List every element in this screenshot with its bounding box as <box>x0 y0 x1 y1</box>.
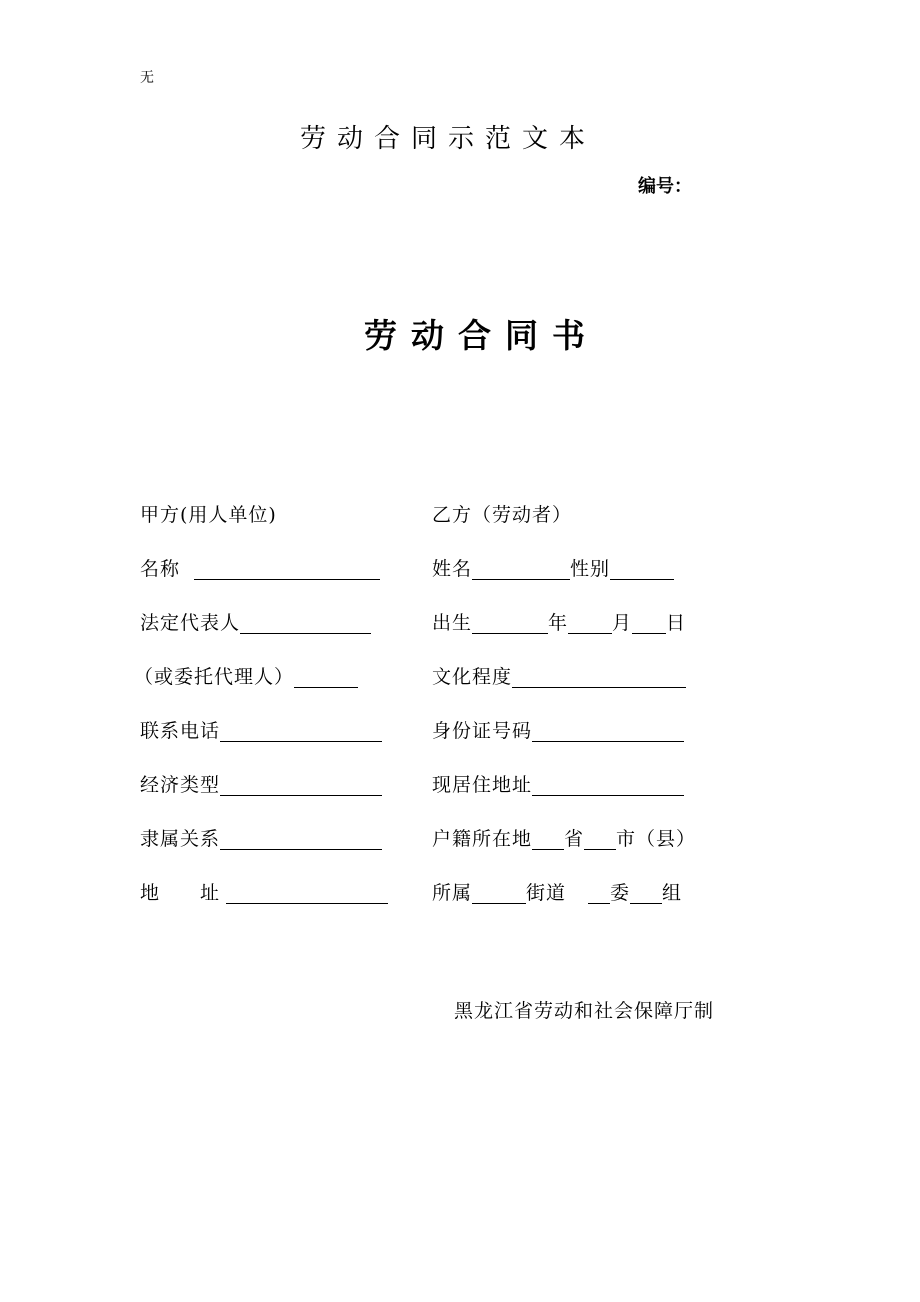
party-a-name-label: 名称 <box>140 558 181 580</box>
party-a-affiliation-blank[interactable] <box>220 831 382 850</box>
party-a-econ-type-label: 经济类型 <box>140 774 221 796</box>
party-b-birth-field <box>432 608 686 635</box>
party-a-phone-field <box>140 716 382 743</box>
party-b-heading-text: 乙方（劳动者） <box>432 504 573 526</box>
party-b-birth-day-blank[interactable] <box>632 615 666 634</box>
party-b-education-field <box>432 662 686 689</box>
party-b-name-blank[interactable] <box>472 561 570 580</box>
party-a-affiliation-field <box>140 824 382 851</box>
document-title: 劳动合同书 <box>364 316 599 355</box>
party-a-heading <box>140 500 277 527</box>
party-a-legal-rep-label: 法定代表人 <box>140 612 241 634</box>
party-b-gender-blank[interactable] <box>610 561 674 580</box>
issuer: 黑龙江省劳动和社会保障厅制 <box>454 1000 715 1022</box>
party-b-heading <box>432 500 572 527</box>
party-b-id-label: 身份证号码 <box>432 720 533 742</box>
party-b-belong-label: 所属 <box>432 882 473 904</box>
party-b-id-blank[interactable] <box>532 723 684 742</box>
party-b-residence-label: 现居住地址 <box>432 774 533 796</box>
party-b-birth-month-blank[interactable] <box>568 615 612 634</box>
party-a-heading-text: 甲方(用人单位) <box>140 504 277 526</box>
party-b-education-label: 文化程度 <box>432 666 513 688</box>
party-a-legal-rep-field <box>140 608 371 635</box>
party-b-gender-label: 性别 <box>570 558 611 580</box>
party-b-committee-blank[interactable] <box>588 885 610 904</box>
party-a-econ-type-blank[interactable] <box>220 777 382 796</box>
party-b-day-label: 日 <box>666 612 687 634</box>
party-b-street-label: 街道 <box>526 882 567 904</box>
party-b-belong-blank[interactable] <box>472 885 526 904</box>
party-b-residence-field <box>432 770 684 797</box>
party-b-city-label: 市（县） <box>616 828 697 850</box>
party-b-education-blank[interactable] <box>512 669 686 688</box>
party-a-affiliation-label: 隶属关系 <box>140 828 221 850</box>
party-b-group-label: 组 <box>662 882 683 904</box>
party-b-group-blank[interactable] <box>630 885 662 904</box>
party-a-address-blank[interactable] <box>226 885 388 904</box>
party-b-residence-blank[interactable] <box>532 777 684 796</box>
party-b-name-label: 姓名 <box>432 558 473 580</box>
party-b-hukou-province-blank[interactable] <box>532 831 564 850</box>
party-a-phone-blank[interactable] <box>220 723 382 742</box>
party-a-address-field <box>140 878 388 905</box>
party-b-belong-field <box>432 878 682 905</box>
party-a-address-label: 地 址 <box>140 882 221 904</box>
party-a-name-field <box>140 554 380 581</box>
party-b-hukou-city-blank[interactable] <box>584 831 616 850</box>
document-subtitle: 劳动合同示范文本 <box>300 124 597 154</box>
party-b-birth-year-blank[interactable] <box>472 615 548 634</box>
party-b-year-label: 年 <box>548 612 569 634</box>
party-a-agent-blank[interactable] <box>294 669 358 688</box>
party-a-phone-label: 联系电话 <box>140 720 221 742</box>
party-b-province-label: 省 <box>564 828 585 850</box>
party-b-hukou-label: 户籍所在地 <box>432 828 533 850</box>
party-b-name-gender-field <box>432 554 674 581</box>
party-b-month-label: 月 <box>612 612 633 634</box>
party-a-legal-rep-blank[interactable] <box>240 615 371 634</box>
party-b-hukou-field <box>432 824 696 851</box>
party-b-id-field <box>432 716 684 743</box>
party-b-committee-label: 委 <box>610 882 631 904</box>
party-a-agent-field <box>134 662 358 689</box>
party-a-agent-label: （或委托代理人） <box>134 666 295 688</box>
corner-mark: 无 <box>140 70 154 86</box>
party-a-econ-type-field <box>140 770 382 797</box>
party-b-birth-label: 出生 <box>432 612 473 634</box>
serial-number-label: 编号： <box>638 176 692 197</box>
party-a-name-blank[interactable] <box>194 561 380 580</box>
